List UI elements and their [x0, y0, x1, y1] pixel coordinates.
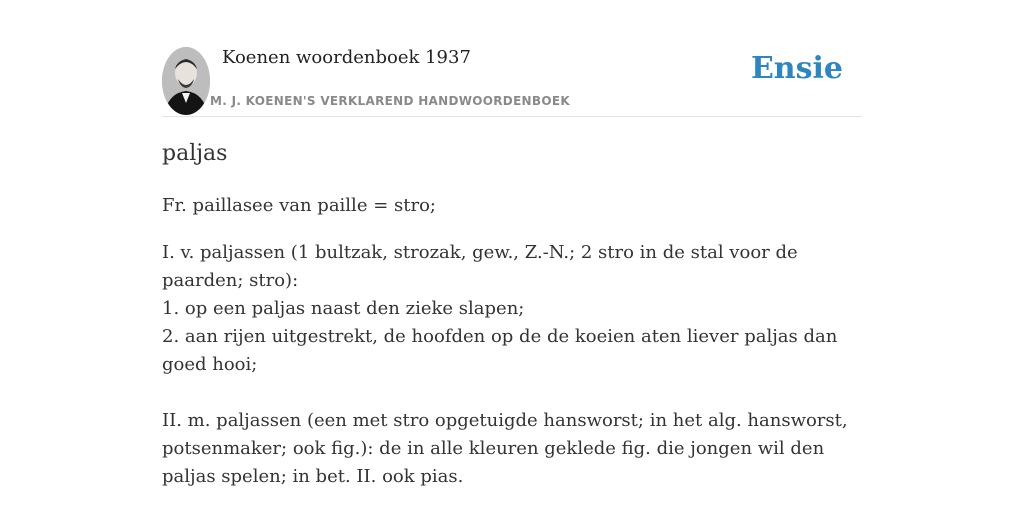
dictionary-title[interactable]: Koenen woordenboek 1937 [222, 47, 471, 68]
author-portrait-icon [162, 47, 210, 115]
ensie-logo-link[interactable]: Ensie [750, 51, 843, 86]
entry-headword: paljas [162, 141, 228, 166]
sense-1-example-2: 2. aan rijen uitgestrekt, de hoofden op de de koeien aten liever paljas dan goed hooi; [162, 326, 838, 375]
sense-1-intro: I. v. paljassen (1 bultzak, strozak, gew., Z.-N.; 2 stro in de stal voor de paarden; stro): [162, 242, 798, 291]
entry-definitions [162, 239, 862, 491]
paragraph-spacer [162, 379, 862, 407]
sense-2: II. m. paljassen (een met stro opgetuigde hansworst; in het alg. hansworst, potsenmaker; ook fig.): de in alle kleuren geklede fig. die jongen wil den paljas spelen; in bet. II. ook pias. [162, 410, 848, 487]
page-wrapper [162, 0, 862, 487]
sense-1-example-1: 1. op een paljas naast den zieke slapen; [162, 298, 525, 319]
site-header [162, 0, 862, 117]
dictionary-subtitle: M. J. KOENEN'S VERKLAREND HANDWOORDENBOEK [210, 94, 570, 108]
entry-etymology: Fr. paillasee van paille = stro; [162, 195, 436, 216]
